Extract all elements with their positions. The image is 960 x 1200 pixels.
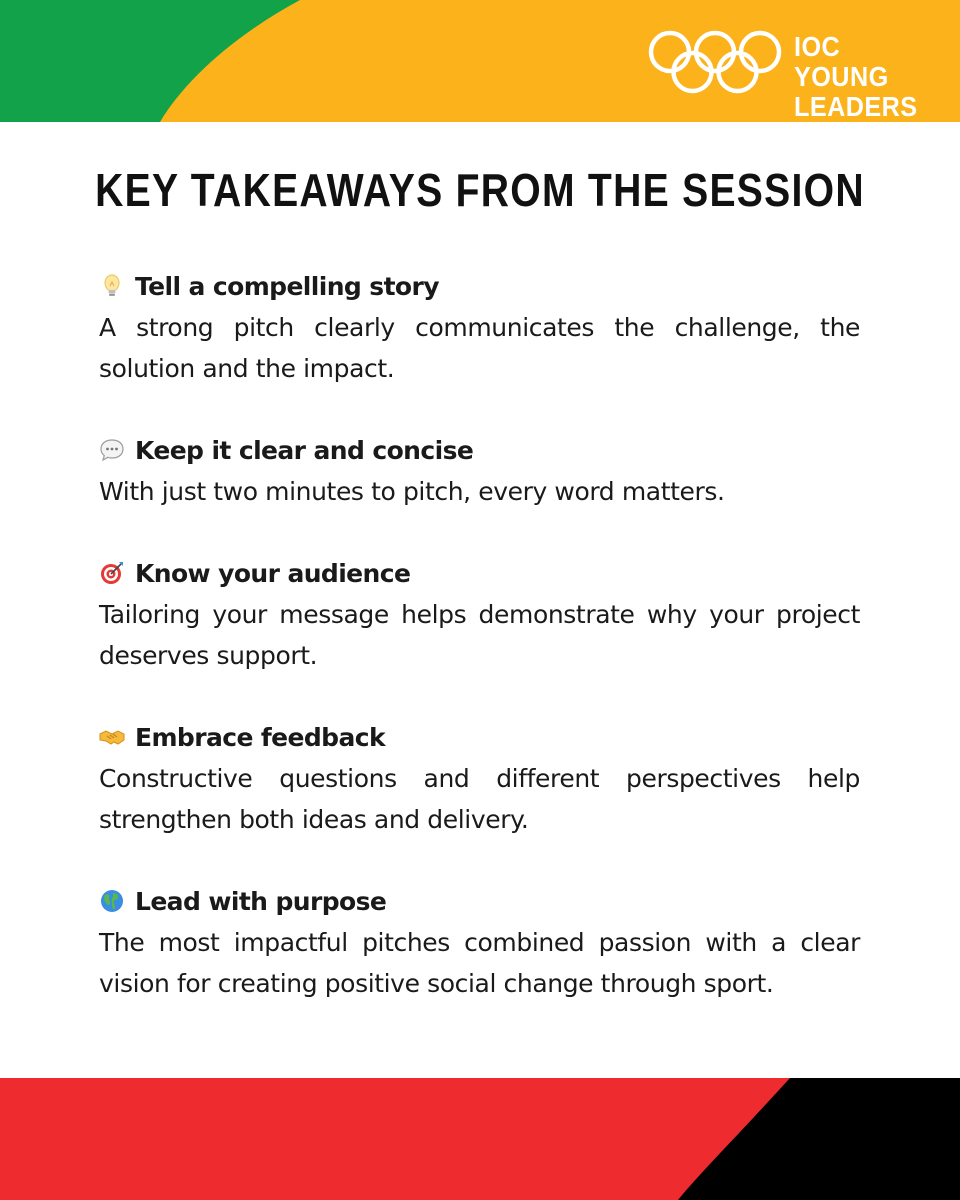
takeaway-item: [99, 429, 860, 512]
handshake-icon: [99, 724, 125, 750]
speech-balloon-icon: [99, 437, 125, 463]
takeaway-body: Tailoring your message helps demonstrate why your project deserves support.: [99, 600, 860, 670]
takeaway-heading: Lead with purpose: [135, 886, 387, 916]
takeaway-heading: Keep it clear and concise: [135, 435, 474, 465]
takeaway-item: [99, 552, 860, 676]
takeaway-item: [99, 716, 860, 840]
logo-wordmark: [794, 32, 922, 122]
globe-icon: [99, 888, 125, 914]
takeaway-heading-row: [99, 429, 860, 471]
takeaway-heading: Know your audience: [135, 558, 411, 588]
takeaway-heading: Embrace feedback: [135, 722, 385, 752]
takeaway-body: With just two minutes to pitch, every word matters.: [99, 477, 725, 506]
ioc-young-leaders-logo: [648, 30, 938, 122]
takeaway-body: Constructive questions and different perspectives help strengthen both ideas and delivery.: [99, 764, 860, 834]
bottom-banner-red: [0, 1078, 790, 1200]
page-title: KEY TAKEAWAYS FROM THE SESSION: [95, 164, 865, 216]
takeaway-body: A strong pitch clearly communicates the challenge, the solution and the impact.: [99, 313, 860, 383]
takeaway-item: [99, 265, 860, 389]
bottom-banner: [0, 1078, 960, 1200]
olympic-rings-icon: [648, 30, 782, 94]
light-bulb-icon: [99, 273, 125, 299]
takeaway-item: [99, 880, 860, 1004]
takeaway-heading-row: [99, 552, 860, 594]
takeaway-heading: Tell a compelling story: [135, 271, 439, 301]
logo-line-2: LEADERS: [794, 91, 918, 122]
target-icon: [99, 560, 125, 586]
takeaway-body: The most impactful pitches combined passion with a clear vision for creating positive social change through sport.: [99, 928, 860, 998]
logo-line-1: IOC YOUNG: [794, 31, 889, 92]
takeaways-list: [99, 265, 860, 1044]
takeaway-heading-row: [99, 880, 860, 922]
takeaway-heading-row: [99, 716, 860, 758]
takeaway-heading-row: [99, 265, 860, 307]
